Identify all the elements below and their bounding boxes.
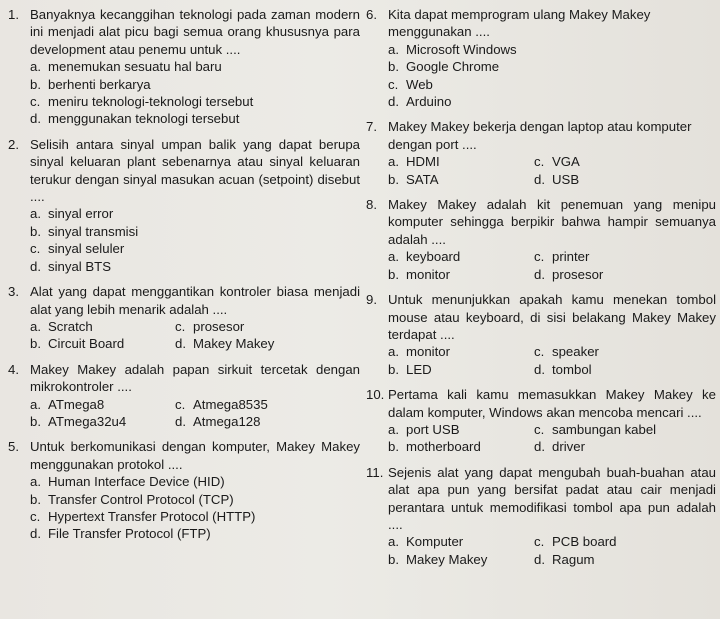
option-b[interactable]	[388, 551, 534, 568]
option-text: prosesor	[193, 318, 245, 334]
option-b[interactable]	[30, 491, 360, 508]
option-letter: d.	[30, 526, 41, 542]
option-text: sinyal seluler	[48, 241, 125, 257]
option-text: menemukan sesuatu hal baru	[48, 59, 222, 75]
option-text: Web	[406, 76, 433, 92]
option-letter: a.	[388, 344, 399, 360]
question-4	[8, 361, 360, 431]
option-letter: b.	[388, 59, 399, 75]
option-letter: c.	[534, 534, 545, 550]
option-b[interactable]	[388, 58, 716, 75]
option-c[interactable]	[534, 248, 716, 265]
option-text: Circuit Board	[48, 336, 125, 352]
option-a[interactable]	[30, 58, 360, 75]
option-c[interactable]	[534, 533, 716, 550]
option-c[interactable]	[30, 93, 360, 110]
option-letter: c.	[175, 396, 186, 412]
option-text: sambungan kabel	[552, 421, 657, 437]
option-letter: c.	[30, 241, 41, 257]
option-a[interactable]	[30, 205, 360, 222]
option-a[interactable]	[30, 318, 175, 335]
option-letter: a.	[388, 249, 399, 265]
option-a[interactable]	[388, 153, 534, 170]
question-11	[366, 464, 716, 568]
question-2	[8, 136, 360, 275]
option-text: menggunakan teknologi tersebut	[48, 111, 240, 127]
option-text: driver	[552, 439, 585, 455]
option-d[interactable]	[534, 171, 716, 188]
option-c[interactable]	[534, 421, 716, 438]
option-c[interactable]	[30, 240, 360, 257]
option-b[interactable]	[30, 76, 360, 93]
question-10	[366, 386, 716, 456]
option-text: Transfer Control Protocol (TCP)	[48, 491, 234, 507]
option-text: Makey Makey	[193, 336, 275, 352]
option-text: tombol	[552, 361, 592, 377]
option-letter: a.	[30, 396, 41, 412]
question-number: 3.	[8, 284, 19, 300]
option-text: prosesor	[552, 266, 604, 282]
option-letter: c.	[534, 249, 545, 265]
question-1	[8, 6, 360, 128]
option-letter: b.	[388, 439, 399, 455]
option-letter: c.	[30, 94, 41, 110]
option-text: Microsoft Windows	[406, 41, 517, 57]
option-text: ATmega32u4	[48, 413, 127, 429]
option-text: Google Chrome	[406, 59, 500, 75]
option-letter: d.	[175, 336, 186, 352]
options-grid	[388, 533, 716, 568]
option-text: motherboard	[406, 439, 481, 455]
question-text: Alat yang dapat menggantikan kontroler biasa menjadi alat yang lebih menarik adalah ....	[30, 284, 360, 317]
option-text: Arduino	[406, 94, 452, 110]
option-text: monitor	[406, 344, 450, 360]
question-9	[366, 291, 716, 378]
option-letter: b.	[30, 413, 41, 429]
option-letter: d.	[534, 439, 545, 455]
option-letter: a.	[30, 474, 41, 490]
question-text: Makey Makey adalah papan sirkuit tercetak dengan mikrokontroler ....	[30, 361, 360, 395]
option-letter: b.	[30, 336, 41, 352]
option-d[interactable]	[534, 361, 716, 378]
option-letter: a.	[388, 534, 399, 550]
options-grid	[30, 318, 360, 353]
option-d[interactable]	[534, 551, 716, 568]
options-list	[30, 473, 360, 543]
option-text: Komputer	[406, 534, 464, 550]
option-c[interactable]	[388, 76, 716, 93]
option-letter: b.	[30, 491, 41, 507]
option-text: Atmega128	[193, 413, 261, 429]
option-a[interactable]	[388, 421, 534, 438]
option-text: Hypertext Transfer Protocol (HTTP)	[48, 508, 256, 524]
option-text: Atmega8535	[193, 396, 268, 412]
option-text: ATmega8	[48, 396, 105, 412]
option-letter: a.	[30, 59, 41, 75]
option-letter: b.	[30, 223, 41, 239]
option-text: monitor	[406, 266, 450, 282]
question-number: 11.	[366, 464, 384, 480]
option-text: meniru teknologi-teknologi tersebut	[48, 94, 254, 110]
options-list	[388, 41, 716, 111]
option-letter: d.	[534, 551, 545, 567]
option-b[interactable]	[388, 266, 534, 283]
option-text: sinyal BTS	[48, 258, 112, 274]
question-text: Untuk menunjukkan apakah kamu menekan tombol mouse atau keyboard, di sisi belakang Makey Makey terdapat ....	[388, 292, 716, 342]
option-d[interactable]	[175, 413, 360, 430]
option-a[interactable]	[388, 343, 534, 360]
option-c[interactable]	[175, 318, 360, 335]
question-text: Banyaknya kecanggihan teknologi pada zaman modern ini menjadi alat picu bagi semua orang khususnya para development atau penemu untuk ....	[30, 7, 360, 57]
option-text: berhenti berkarya	[48, 76, 151, 92]
option-text: LED	[406, 361, 432, 377]
question-text: Untuk berkomunikasi dengan komputer, Makey Makey menggunakan protokol ....	[30, 439, 360, 472]
option-c[interactable]	[175, 396, 360, 413]
option-letter: d.	[534, 361, 545, 377]
option-letter: b.	[388, 171, 399, 187]
option-text: Makey Makey	[406, 551, 488, 567]
option-letter: c.	[534, 421, 545, 437]
question-text: Selisih antara sinyal umpan balik yang dapat berupa sinyal keluaran plant sebenarnya atau sinyal keluaran terukur dengan sinyal masukan acuan (setpoint) disebut ....	[30, 136, 360, 205]
option-letter: c.	[388, 76, 399, 92]
option-text: keyboard	[406, 249, 461, 265]
question-number: 2.	[8, 136, 19, 152]
option-text: USB	[552, 171, 580, 187]
option-letter: d.	[388, 94, 399, 110]
option-letter: d.	[534, 171, 545, 187]
question-text: Sejenis alat yang dapat mengubah buah-buahan atau alat apa pun yang bersifat padat atau cair menjadi perantara untuk memodifikasi tombol apa pun adalah ....	[388, 464, 716, 532]
question-7	[366, 118, 716, 188]
option-a[interactable]	[30, 473, 360, 490]
option-text: printer	[552, 249, 590, 265]
right-column	[366, 6, 716, 576]
option-text: sinyal error	[48, 206, 114, 222]
option-text: Scratch	[48, 318, 93, 334]
question-text: Makey Makey bekerja dengan laptop atau komputer dengan port ....	[388, 119, 692, 152]
options-grid	[388, 343, 716, 378]
option-letter: c.	[534, 344, 545, 360]
option-d[interactable]	[30, 258, 360, 275]
option-d[interactable]	[30, 110, 360, 127]
question-text: Makey Makey adalah kit penemuan yang menipu komputer sehingga berpikir bahwa hampir semuanya adalah ....	[388, 197, 716, 247]
option-b[interactable]	[388, 438, 534, 455]
option-text: PCB board	[552, 534, 617, 550]
option-text: HDMI	[406, 154, 440, 170]
question-number: 1.	[8, 7, 19, 22]
question-number: 5.	[8, 439, 19, 455]
options-grid	[388, 421, 716, 456]
option-a[interactable]	[388, 41, 716, 58]
question-text: Kita dapat memprogram ulang Makey Makey menggunakan ....	[388, 7, 651, 40]
option-d[interactable]	[30, 525, 360, 542]
option-c[interactable]	[534, 153, 716, 170]
options-grid	[30, 396, 360, 431]
option-letter: a.	[388, 421, 399, 437]
option-letter: a.	[388, 41, 399, 57]
option-a[interactable]	[388, 248, 534, 265]
question-3	[8, 283, 360, 353]
option-text: File Transfer Protocol (FTP)	[48, 526, 211, 542]
option-b[interactable]	[30, 413, 175, 430]
option-b[interactable]	[30, 223, 360, 240]
option-letter: a.	[30, 206, 41, 222]
option-d[interactable]	[388, 93, 716, 110]
option-letter: b.	[30, 76, 41, 92]
question-number: 4.	[8, 361, 19, 377]
option-d[interactable]	[534, 438, 716, 455]
option-letter: d.	[30, 258, 41, 274]
options-list	[30, 205, 360, 275]
options-grid	[388, 153, 716, 188]
option-text: Ragum	[552, 551, 595, 567]
option-d[interactable]	[534, 266, 716, 283]
option-letter: b.	[388, 551, 399, 567]
option-letter: d.	[534, 266, 545, 282]
question-number: 8.	[366, 197, 377, 213]
option-letter: d.	[30, 111, 41, 127]
options-grid	[388, 248, 716, 283]
option-letter: b.	[388, 266, 399, 282]
option-letter: a.	[30, 318, 41, 334]
option-b[interactable]	[388, 171, 534, 188]
question-6	[366, 6, 716, 110]
option-text: SATA	[406, 171, 439, 187]
question-number: 10.	[366, 387, 385, 403]
option-letter: c.	[534, 154, 545, 170]
option-c[interactable]	[534, 343, 716, 360]
question-5	[8, 438, 360, 542]
option-text: sinyal transmisi	[48, 223, 139, 239]
option-letter: a.	[388, 154, 399, 170]
question-8	[366, 196, 716, 283]
option-text: speaker	[552, 344, 599, 360]
question-number: 9.	[366, 292, 377, 308]
option-letter: c.	[175, 318, 186, 334]
option-text: VGA	[552, 154, 580, 170]
option-c[interactable]	[30, 508, 360, 525]
option-d[interactable]	[175, 335, 360, 352]
question-number: 7.	[366, 119, 377, 135]
option-a[interactable]	[388, 533, 534, 550]
option-text: port USB	[406, 421, 460, 437]
option-text: Human Interface Device (HID)	[48, 474, 225, 490]
option-letter: c.	[30, 508, 41, 524]
question-number: 6.	[366, 7, 377, 22]
option-letter: b.	[388, 361, 399, 377]
option-a[interactable]	[30, 396, 175, 413]
options-list	[30, 58, 360, 128]
left-column	[8, 6, 360, 551]
question-text: Pertama kali kamu memasukkan Makey Makey ke dalam komputer, Windows akan mencoba mencari ....	[388, 387, 716, 420]
option-b[interactable]	[30, 335, 175, 352]
option-letter: d.	[175, 413, 186, 429]
option-b[interactable]	[388, 361, 534, 378]
